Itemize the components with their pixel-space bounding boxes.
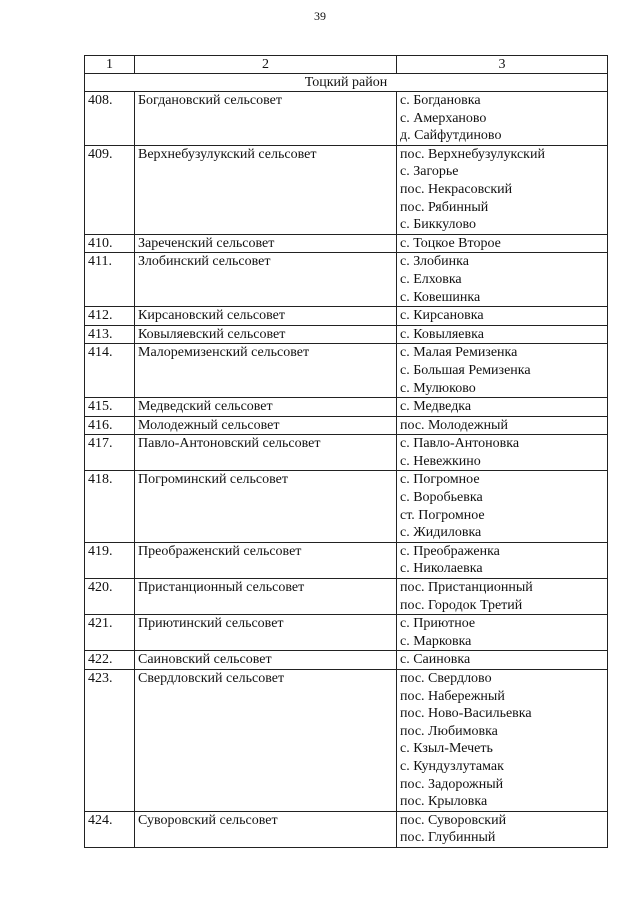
settlement-name: пос. Пристанционный (400, 580, 533, 596)
row-number: 417. (85, 435, 135, 471)
settlements-table (84, 55, 608, 848)
settlement-name: пос. Ново-Васильевка (400, 706, 532, 722)
settlement-name: с. Биккулово (400, 217, 477, 233)
row-number: 424. (85, 811, 135, 847)
council-name: Кирсановский сельсовет (135, 307, 397, 326)
settlement-name: с. Ковыляевка (400, 326, 484, 342)
council-name: Зареченский сельсовет (135, 234, 397, 253)
settlements-cell (397, 145, 608, 234)
settlement-name: пос. Любимовка (400, 723, 498, 739)
council-name: Свердловский сельсовет (135, 670, 397, 812)
row-number: 410. (85, 234, 135, 253)
settlement-name: с. Кзыл-Мечеть (400, 741, 493, 757)
council-name: Богдановский сельсовет (135, 92, 397, 146)
settlement-name: с. Кундузлутамак (400, 758, 504, 774)
settlement-name: с. Богдановка (400, 93, 481, 108)
row-number: 422. (85, 651, 135, 670)
settlements-cell (397, 307, 608, 326)
table-row (85, 92, 608, 146)
table-row (85, 253, 608, 307)
row-number: 408. (85, 92, 135, 146)
table-row (85, 234, 608, 253)
row-number: 415. (85, 398, 135, 417)
settlement-name: пос. Некрасовский (400, 181, 513, 197)
settlements-cell (397, 542, 608, 578)
settlement-name: пос. Молодежный (400, 417, 508, 433)
settlement-name: с. Загорье (400, 164, 459, 180)
settlement-name: с. Злобинка (400, 254, 469, 270)
settlement-name: пос. Городок Третий (400, 597, 523, 613)
council-name: Верхнебузулукский сельсовет (135, 145, 397, 234)
settlements-cell (397, 615, 608, 651)
settlements-cell (397, 325, 608, 344)
table-row (85, 325, 608, 344)
settlement-name: с. Воробьевка (400, 490, 483, 506)
council-name: Ковыляевский сельсовет (135, 325, 397, 344)
settlement-name: с. Елховка (400, 271, 462, 287)
district-row (85, 74, 608, 92)
settlement-name: с. Медведка (400, 399, 472, 415)
settlements-cell (397, 670, 608, 812)
settlements-cell (397, 651, 608, 670)
table-row (85, 344, 608, 398)
column-header-1: 1 (85, 56, 135, 74)
row-number: 413. (85, 325, 135, 344)
settlement-name: пос. Суворовский (400, 812, 507, 828)
settlements-cell (397, 234, 608, 253)
council-name: Молодежный сельсовет (135, 416, 397, 435)
table-row (85, 398, 608, 417)
row-number: 414. (85, 344, 135, 398)
settlement-name: д. Сайфутдиново (400, 128, 502, 144)
settlement-name: пос. Свердлово (400, 671, 492, 686)
settlement-name: с. Приютное (400, 616, 476, 632)
settlement-name: с. Николаевка (400, 561, 483, 577)
settlement-name: с. Саиновка (400, 652, 471, 668)
table-row (85, 435, 608, 471)
settlement-name: пос. Крыловка (400, 794, 488, 810)
council-name: Малоремизенский сельсовет (135, 344, 397, 398)
settlement-name: с. Погромное (400, 472, 480, 488)
table-row (85, 307, 608, 326)
settlement-name: пос. Глубинный (400, 830, 496, 846)
row-number: 419. (85, 542, 135, 578)
settlements-cell (397, 416, 608, 435)
column-header-2: 2 (135, 56, 397, 74)
settlement-name: с. Невежкино (400, 453, 481, 469)
council-name: Погроминский сельсовет (135, 471, 397, 542)
settlement-name: с. Большая Ремизенка (400, 362, 531, 378)
settlements-cell (397, 471, 608, 542)
council-name: Пристанционный сельсовет (135, 579, 397, 615)
table-row (85, 542, 608, 578)
row-number: 423. (85, 670, 135, 812)
row-number: 412. (85, 307, 135, 326)
settlement-name: с. Кирсановка (400, 308, 484, 324)
table-row (85, 145, 608, 234)
row-number: 420. (85, 579, 135, 615)
settlement-name: с. Павло-Антоновка (400, 436, 520, 452)
settlement-name: пос. Верхнебузулукский (400, 146, 545, 162)
table-row (85, 811, 608, 847)
district-name: Тоцкий район (85, 74, 608, 92)
settlements-cell (397, 344, 608, 398)
settlements-cell (397, 92, 608, 146)
council-name: Саиновский сельсовет (135, 651, 397, 670)
council-name: Преображенский сельсовет (135, 542, 397, 578)
council-name: Злобинский сельсовет (135, 253, 397, 307)
table-header-row (85, 56, 608, 74)
table-row (85, 579, 608, 615)
row-number: 421. (85, 615, 135, 651)
settlement-name: с. Жидиловка (400, 525, 482, 541)
settlement-name: с. Преображенка (400, 543, 500, 559)
page-number: 39 (314, 9, 326, 23)
row-number: 418. (85, 471, 135, 542)
settlement-name: с. Малая Ремизенка (400, 345, 518, 361)
table-row (85, 615, 608, 651)
settlement-name: с. Мулюково (400, 380, 476, 396)
table-row (85, 670, 608, 812)
settlements-cell (397, 398, 608, 417)
settlement-name: пос. Задорожный (400, 776, 504, 792)
settlement-name: с. Марковка (400, 633, 472, 649)
settlement-name: пос. Набережный (400, 688, 505, 704)
council-name: Суворовский сельсовет (135, 811, 397, 847)
table-row (85, 416, 608, 435)
settlements-cell (397, 435, 608, 471)
row-number: 411. (85, 253, 135, 307)
settlements-cell (397, 253, 608, 307)
settlement-name: с. Амерханово (400, 110, 487, 126)
settlements-cell (397, 579, 608, 615)
settlement-name: ст. Погромное (400, 507, 485, 523)
table-row (85, 651, 608, 670)
table-body (85, 56, 608, 848)
column-header-3: 3 (397, 56, 608, 74)
settlement-name: пос. Рябинный (400, 199, 489, 215)
settlement-name: с. Ковешинка (400, 289, 481, 305)
row-number: 416. (85, 416, 135, 435)
row-number: 409. (85, 145, 135, 234)
council-name: Медведский сельсовет (135, 398, 397, 417)
settlements-cell (397, 811, 608, 847)
table-row (85, 471, 608, 542)
settlement-name: с. Тоцкое Второе (400, 235, 501, 251)
council-name: Приютинский сельсовет (135, 615, 397, 651)
council-name: Павло-Антоновский сельсовет (135, 435, 397, 471)
